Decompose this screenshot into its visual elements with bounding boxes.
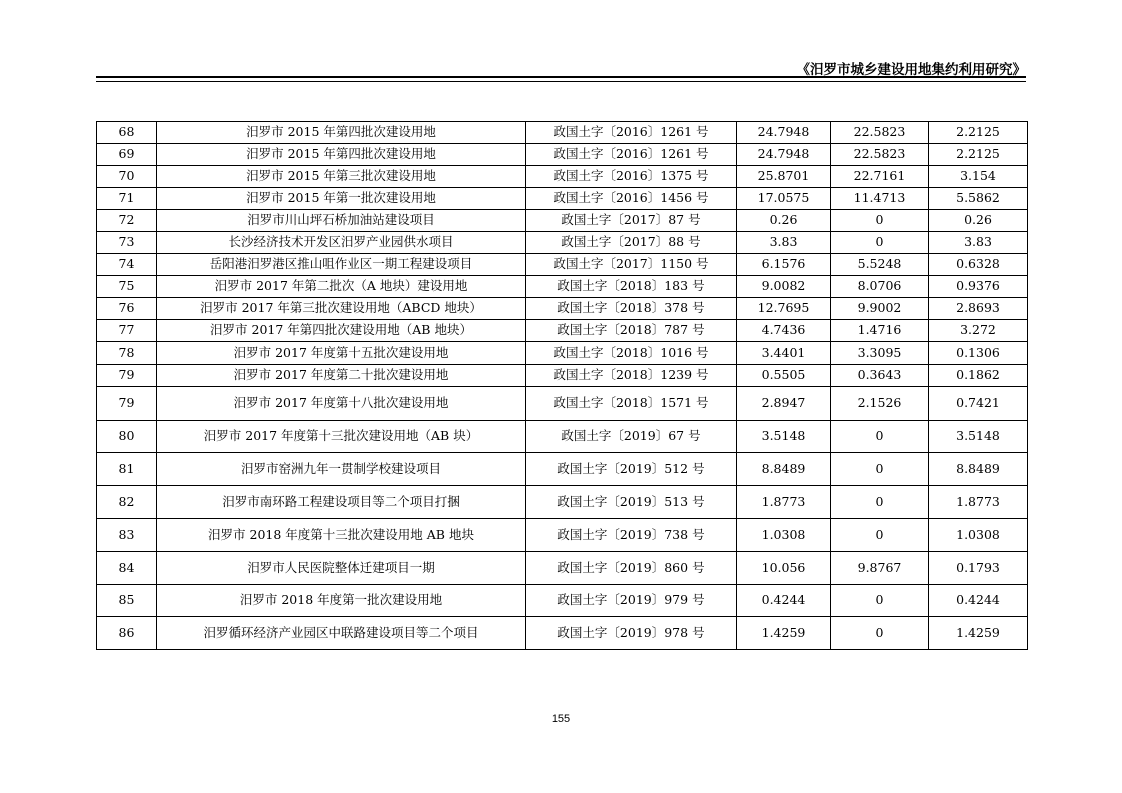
- area-total-cell: 1.8773: [737, 486, 831, 519]
- area-value-2-cell: 0: [831, 585, 929, 617]
- row-number-cell: 73: [97, 232, 157, 254]
- row-number-cell: 75: [97, 276, 157, 298]
- project-name-cell: 汨罗市 2015 年第一批次建设用地: [157, 188, 526, 210]
- land-use-table: [96, 121, 1028, 650]
- table-body: [97, 122, 1028, 650]
- area-total-cell: 1.4259: [737, 617, 831, 650]
- table-row: [97, 188, 1028, 210]
- table-row: [97, 387, 1028, 421]
- project-name-cell: 汨罗市 2017 年度第十五批次建设用地: [157, 342, 526, 365]
- project-name-cell: 汨罗市 2017 年度第十三批次建设用地（AB 块）: [157, 421, 526, 453]
- area-value-3-cell: 1.0308: [929, 519, 1028, 552]
- table-row: [97, 254, 1028, 276]
- project-name-cell: 汨罗市川山坪石桥加油站建设项目: [157, 210, 526, 232]
- area-total-cell: 3.4401: [737, 342, 831, 365]
- area-value-3-cell: 3.272: [929, 320, 1028, 342]
- project-name-cell: 汨罗市 2017 年度第十八批次建设用地: [157, 387, 526, 421]
- approval-doc-cell: 政国土字〔2018〕378 号: [526, 298, 737, 320]
- area-value-3-cell: 3.154: [929, 166, 1028, 188]
- table-row: [97, 342, 1028, 365]
- approval-doc-cell: 政国土字〔2018〕1016 号: [526, 342, 737, 365]
- area-value-3-cell: 0.6328: [929, 254, 1028, 276]
- approval-doc-cell: 政国土字〔2016〕1375 号: [526, 166, 737, 188]
- area-value-3-cell: 0.7421: [929, 387, 1028, 421]
- project-name-cell: 汨罗市 2018 年度第一批次建设用地: [157, 585, 526, 617]
- area-total-cell: 6.1576: [737, 254, 831, 276]
- area-value-3-cell: 0.1306: [929, 342, 1028, 365]
- area-value-2-cell: 0: [831, 421, 929, 453]
- area-value-3-cell: 1.8773: [929, 486, 1028, 519]
- area-total-cell: 10.056: [737, 552, 831, 585]
- table-row: [97, 421, 1028, 453]
- project-name-cell: 汨罗市南环路工程建设项目等二个项目打捆: [157, 486, 526, 519]
- area-total-cell: 1.0308: [737, 519, 831, 552]
- area-value-2-cell: 9.8767: [831, 552, 929, 585]
- row-number-cell: 71: [97, 188, 157, 210]
- row-number-cell: 78: [97, 342, 157, 365]
- approval-doc-cell: 政国土字〔2019〕978 号: [526, 617, 737, 650]
- table-row: [97, 144, 1028, 166]
- page-header-title: 《汨罗市城乡建设用地集约利用研究》: [796, 62, 1026, 78]
- row-number-cell: 81: [97, 453, 157, 486]
- row-number-cell: 79: [97, 387, 157, 421]
- area-value-2-cell: 0.3643: [831, 365, 929, 387]
- area-total-cell: 8.8489: [737, 453, 831, 486]
- area-total-cell: 9.0082: [737, 276, 831, 298]
- page-number: 155: [551, 713, 571, 725]
- area-value-2-cell: 1.4716: [831, 320, 929, 342]
- table-row: [97, 453, 1028, 486]
- row-number-cell: 77: [97, 320, 157, 342]
- approval-doc-cell: 政国土字〔2017〕1150 号: [526, 254, 737, 276]
- area-value-2-cell: 3.3095: [831, 342, 929, 365]
- approval-doc-cell: 政国土字〔2018〕183 号: [526, 276, 737, 298]
- project-name-cell: 长沙经济技术开发区汨罗产业园供水项目: [157, 232, 526, 254]
- project-name-cell: 汨罗市 2015 年第三批次建设用地: [157, 166, 526, 188]
- table-row: [97, 166, 1028, 188]
- approval-doc-cell: 政国土字〔2017〕87 号: [526, 210, 737, 232]
- row-number-cell: 82: [97, 486, 157, 519]
- area-value-3-cell: 2.2125: [929, 122, 1028, 144]
- project-name-cell: 岳阳港汨罗港区推山咀作业区一期工程建设项目: [157, 254, 526, 276]
- area-value-2-cell: 22.5823: [831, 122, 929, 144]
- row-number-cell: 76: [97, 298, 157, 320]
- area-total-cell: 3.83: [737, 232, 831, 254]
- header-rule-thin: [96, 81, 1026, 82]
- table-row: [97, 365, 1028, 387]
- table-row: [97, 122, 1028, 144]
- area-total-cell: 2.8947: [737, 387, 831, 421]
- row-number-cell: 84: [97, 552, 157, 585]
- area-value-3-cell: 0.4244: [929, 585, 1028, 617]
- approval-doc-cell: 政国土字〔2017〕88 号: [526, 232, 737, 254]
- row-number-cell: 70: [97, 166, 157, 188]
- row-number-cell: 85: [97, 585, 157, 617]
- table-row: [97, 232, 1028, 254]
- project-name-cell: 汨罗市 2017 年第三批次建设用地（ABCD 地块）: [157, 298, 526, 320]
- area-value-3-cell: 0.26: [929, 210, 1028, 232]
- approval-doc-cell: 政国土字〔2019〕979 号: [526, 585, 737, 617]
- project-name-cell: 汨罗市窑洲九年一贯制学校建设项目: [157, 453, 526, 486]
- area-total-cell: 17.0575: [737, 188, 831, 210]
- project-name-cell: 汨罗市 2017 年度第二十批次建设用地: [157, 365, 526, 387]
- project-name-cell: 汨罗市 2018 年度第十三批次建设用地 AB 地块: [157, 519, 526, 552]
- area-value-2-cell: 5.5248: [831, 254, 929, 276]
- area-value-2-cell: 11.4713: [831, 188, 929, 210]
- area-value-2-cell: 0: [831, 210, 929, 232]
- approval-doc-cell: 政国土字〔2019〕512 号: [526, 453, 737, 486]
- approval-doc-cell: 政国土字〔2016〕1261 号: [526, 122, 737, 144]
- area-total-cell: 0.5505: [737, 365, 831, 387]
- header-rule-thick: [96, 76, 1026, 78]
- area-total-cell: 24.7948: [737, 144, 831, 166]
- row-number-cell: 80: [97, 421, 157, 453]
- area-value-2-cell: 2.1526: [831, 387, 929, 421]
- table-row: [97, 519, 1028, 552]
- table-row: [97, 320, 1028, 342]
- project-name-cell: 汨罗市 2017 年第四批次建设用地（AB 地块）: [157, 320, 526, 342]
- area-value-2-cell: 0: [831, 617, 929, 650]
- row-number-cell: 74: [97, 254, 157, 276]
- area-value-2-cell: 9.9002: [831, 298, 929, 320]
- area-total-cell: 0.26: [737, 210, 831, 232]
- approval-doc-cell: 政国土字〔2019〕860 号: [526, 552, 737, 585]
- area-value-3-cell: 2.8693: [929, 298, 1028, 320]
- area-total-cell: 12.7695: [737, 298, 831, 320]
- row-number-cell: 69: [97, 144, 157, 166]
- area-value-3-cell: 3.83: [929, 232, 1028, 254]
- project-name-cell: 汨罗市 2017 年第二批次（A 地块）建设用地: [157, 276, 526, 298]
- area-total-cell: 25.8701: [737, 166, 831, 188]
- area-value-3-cell: 0.1793: [929, 552, 1028, 585]
- area-total-cell: 4.7436: [737, 320, 831, 342]
- area-total-cell: 24.7948: [737, 122, 831, 144]
- row-number-cell: 68: [97, 122, 157, 144]
- approval-doc-cell: 政国土字〔2019〕738 号: [526, 519, 737, 552]
- area-value-2-cell: 0: [831, 519, 929, 552]
- table-row: [97, 210, 1028, 232]
- table-row: [97, 552, 1028, 585]
- table-row: [97, 298, 1028, 320]
- area-total-cell: 3.5148: [737, 421, 831, 453]
- row-number-cell: 86: [97, 617, 157, 650]
- area-value-2-cell: 0: [831, 453, 929, 486]
- row-number-cell: 79: [97, 365, 157, 387]
- area-value-3-cell: 0.9376: [929, 276, 1028, 298]
- row-number-cell: 83: [97, 519, 157, 552]
- approval-doc-cell: 政国土字〔2016〕1261 号: [526, 144, 737, 166]
- project-name-cell: 汨罗市人民医院整体迁建项目一期: [157, 552, 526, 585]
- area-value-2-cell: 0: [831, 486, 929, 519]
- area-value-2-cell: 22.5823: [831, 144, 929, 166]
- row-number-cell: 72: [97, 210, 157, 232]
- table-row: [97, 276, 1028, 298]
- table-row: [97, 617, 1028, 650]
- approval-doc-cell: 政国土字〔2016〕1456 号: [526, 188, 737, 210]
- approval-doc-cell: 政国土字〔2019〕67 号: [526, 421, 737, 453]
- table-row: [97, 486, 1028, 519]
- approval-doc-cell: 政国土字〔2018〕787 号: [526, 320, 737, 342]
- approval-doc-cell: 政国土字〔2018〕1571 号: [526, 387, 737, 421]
- area-value-3-cell: 5.5862: [929, 188, 1028, 210]
- area-value-2-cell: 22.7161: [831, 166, 929, 188]
- approval-doc-cell: 政国土字〔2019〕513 号: [526, 486, 737, 519]
- area-value-2-cell: 0: [831, 232, 929, 254]
- table-row: [97, 585, 1028, 617]
- area-value-3-cell: 8.8489: [929, 453, 1028, 486]
- area-value-3-cell: 1.4259: [929, 617, 1028, 650]
- area-value-3-cell: 0.1862: [929, 365, 1028, 387]
- area-value-3-cell: 2.2125: [929, 144, 1028, 166]
- area-total-cell: 0.4244: [737, 585, 831, 617]
- project-name-cell: 汨罗市 2015 年第四批次建设用地: [157, 144, 526, 166]
- project-name-cell: 汨罗循环经济产业园区中联路建设项目等二个项目: [157, 617, 526, 650]
- area-value-3-cell: 3.5148: [929, 421, 1028, 453]
- project-name-cell: 汨罗市 2015 年第四批次建设用地: [157, 122, 526, 144]
- area-value-2-cell: 8.0706: [831, 276, 929, 298]
- approval-doc-cell: 政国土字〔2018〕1239 号: [526, 365, 737, 387]
